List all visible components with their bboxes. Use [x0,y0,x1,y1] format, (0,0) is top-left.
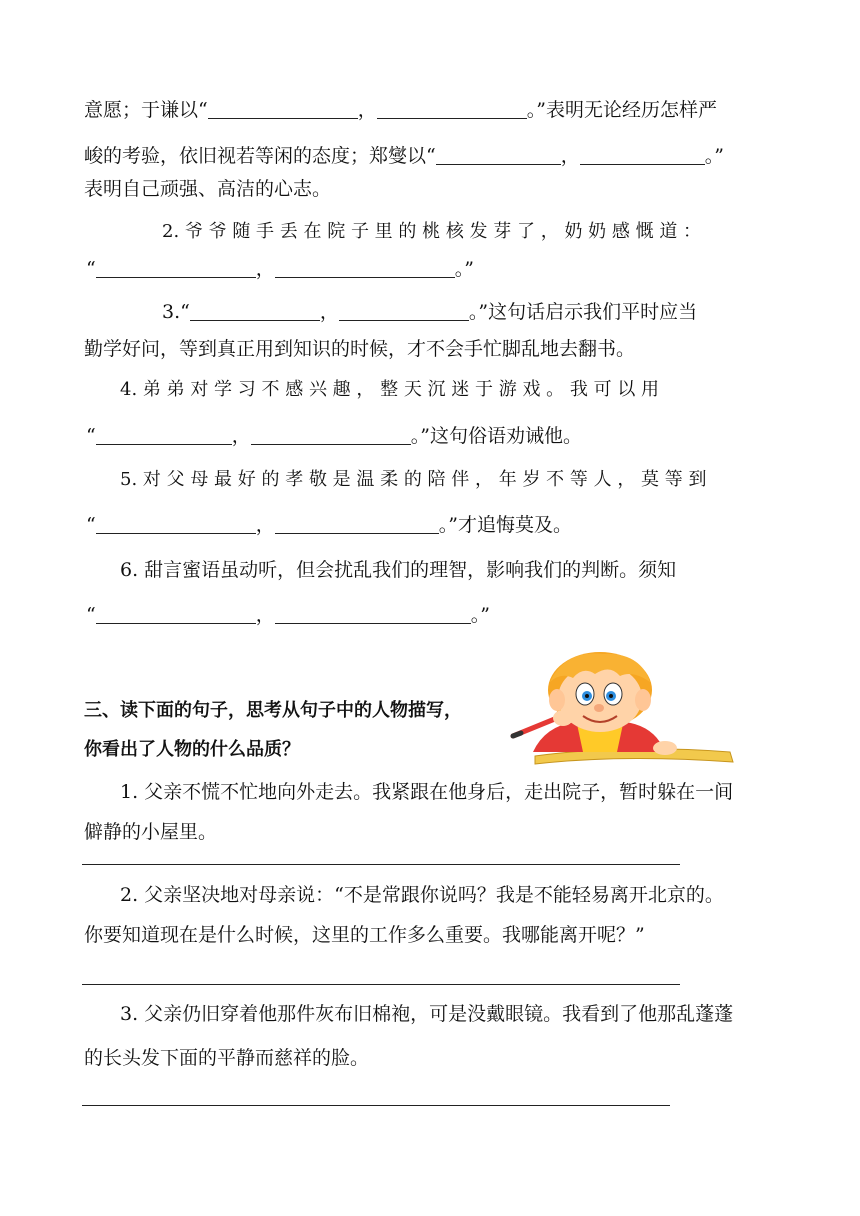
blank-2b[interactable] [580,144,705,165]
answer-line-1[interactable] [82,864,680,865]
q2-line-1: 2. 爷 爷 随 手 丢 在 院 子 里 的 桃 核 发 芽 了 ， 奶 奶 感 慨 道 ： [162,221,702,242]
q2-line-2: “ ， 。” [86,258,474,280]
s3-item-2-line-2: 你要知道现在是什么时候，这里的工作多么重要。我哪能离开呢？” [84,924,645,946]
q3-line-2: 勤学好问，等到真正用到知识的时候，才不会手忙脚乱地去翻书。 [84,338,636,360]
q5-line-2: “ ， 。”才追悔莫及。 [86,514,572,536]
blank-q5b[interactable] [275,513,439,534]
s3-item-2-line-1: 2. 父亲坚决地对母亲说：“不是常跟你说吗？我是不能轻易离开北京的。 [120,884,724,906]
blank-q6b[interactable] [275,603,471,624]
answer-line-2[interactable] [82,984,680,985]
blank-q3a[interactable] [190,300,320,321]
blank-q5a[interactable] [96,513,256,534]
intro-line-1: 意愿；于谦以“ ， 。”表明无论经历怎样严 [84,99,717,121]
q4-line-1: 4. 弟 弟 对 学 习 不 感 兴 趣 ， 整 天 沉 迷 于 游 戏 。 我 可 以 用 [120,379,660,400]
s3-item-1-line-2: 僻静的小屋里。 [84,821,218,843]
intro-line-3: 表明自己顽强、高洁的心志。 [84,178,332,200]
blank-q2a[interactable] [96,257,256,278]
blank-q3b[interactable] [339,300,469,321]
s3-item-3-line-2: 的长头发下面的平静而慈祥的脸。 [84,1047,370,1069]
q6-line-1: 6. 甜言蜜语虽动听，但会扰乱我们的理智，影响我们的判断。须知 [120,559,677,581]
s3-item-3-line-1: 3. 父亲仍旧穿着他那件灰布旧棉袍，可是没戴眼镜。我看到了他那乱蓬蓬 [120,1003,734,1025]
blank-q2b[interactable] [275,257,455,278]
blank-1b[interactable] [377,98,527,119]
blank-2a[interactable] [436,144,561,165]
blank-q4b[interactable] [251,424,411,445]
blank-1a[interactable] [208,98,358,119]
section3-heading-line-2: 你看出了人物的什么品质？ [84,739,300,760]
blank-q4a[interactable] [96,424,232,445]
s3-item-1-line-1: 1. 父亲不慌不忙地向外走去。我紧跟在他身后，走出院子，暂时躲在一间 [120,781,734,803]
q6-line-2: “ ， 。” [86,604,490,626]
cartoon-boy-illustration [505,648,740,766]
blank-q6a[interactable] [96,603,256,624]
intro-line-2: 峻的考验，依旧视若等闲的态度；郑燮以“ ， 。” [84,145,724,167]
q4-line-2: “ ， 。”这句俗语劝诫他。 [86,425,582,447]
section3-heading-line-1: 三、读下面的句子，思考从句子中的人物描写， [84,700,462,721]
q5-line-1: 5. 对 父 母 最 好 的 孝 敬 是 温 柔 的 陪 伴 ， 年 岁 不 等 人 ， 莫 等 到 [120,469,707,490]
q3-line-1: 3.“ ， 。”这句话启示我们平时应当 [162,301,698,323]
answer-line-3[interactable] [82,1105,670,1106]
